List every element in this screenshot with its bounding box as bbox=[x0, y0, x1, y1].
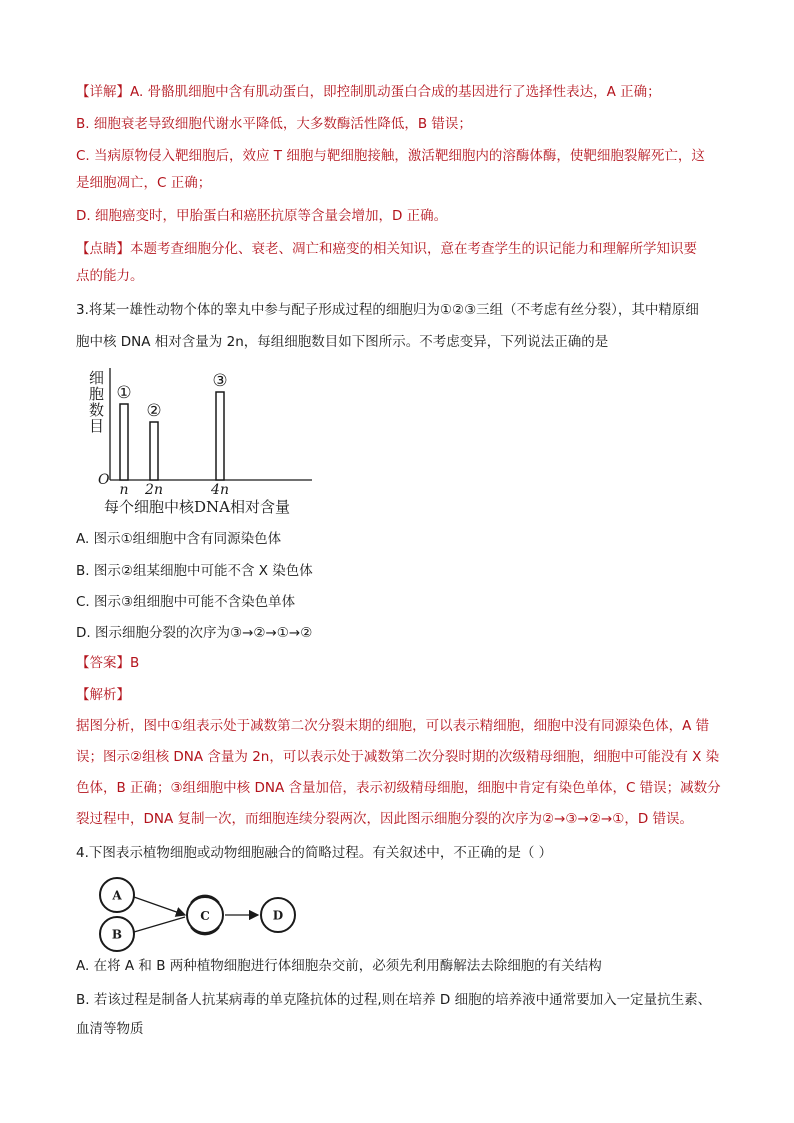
cell-d-label: D bbox=[272, 908, 284, 923]
arrow-a-to-c bbox=[134, 897, 185, 915]
q4-fusion-diagram bbox=[95, 873, 305, 955]
cell-c-label: C bbox=[200, 909, 210, 923]
q4-stem: 4.下图表示植物细胞或动物细胞融合的简略过程。有关叙述中，不正确的是（ ） bbox=[76, 845, 553, 861]
cell-b bbox=[100, 917, 134, 951]
q4-option-b-line1: B. 若该过程是制备人抗某病毒的单克隆抗体的过程,则在培养 D 细胞的培养液中通常要加入一定量抗生素、 bbox=[76, 992, 712, 1008]
detail-tag: 【详解】 bbox=[76, 84, 130, 100]
detail-line3: C. 当病原物侵入靶细胞后，效应 T 细胞与靶细胞接触，激活靶细胞内的溶酶体酶，使靶细胞裂解死亡，这 bbox=[76, 148, 705, 164]
bar-label-2: ② bbox=[146, 401, 162, 421]
q3-stem-line1: 3.将某一雄性动物个体的睾丸中参与配子形成过程的细胞归为①②③三组（不考虑有丝分裂），其中精原细 bbox=[76, 302, 699, 318]
q3-bar-chart bbox=[80, 360, 320, 520]
detail-line5: D. 细胞癌变时，甲胎蛋白和癌胚抗原等含量会增加，D 正确。 bbox=[76, 208, 448, 224]
comment-text: 本题考查细胞分化、衰老、凋亡和癌变的相关知识，意在考查学生的识记能力和理解所学知识要 bbox=[130, 241, 697, 257]
analysis-tag: 【解析】 bbox=[76, 687, 130, 703]
x-axis-label: 每个细胞中核DNA相对含量 bbox=[104, 498, 290, 516]
q3-option-d: D. 图示细胞分裂的次序为③→②→①→② bbox=[76, 625, 313, 641]
analysis-line3: 色体，B 正确；③组细胞中核 DNA 含量加倍，表示初级精母细胞，细胞中肯定有染色单体，C 错误；减数分 bbox=[76, 780, 721, 796]
q3-option-c: C. 图示③组细胞中可能不含染色单体 bbox=[76, 594, 296, 610]
bar-2 bbox=[150, 422, 158, 480]
comment-line2: 点的能力。 bbox=[76, 268, 144, 284]
y-axis-label: 细胞数目 bbox=[87, 370, 105, 434]
cell-b-label: B bbox=[111, 927, 123, 942]
x-tick-1: n bbox=[119, 482, 129, 498]
arrow-b-to-c bbox=[134, 917, 185, 932]
answer-value: B bbox=[130, 655, 140, 671]
origin-label: O bbox=[98, 472, 110, 488]
cell-c-fused bbox=[187, 896, 223, 935]
cell-a bbox=[100, 878, 134, 912]
cell-d bbox=[261, 898, 295, 932]
q3-option-a: A. 图示①组细胞中含有同源染色体 bbox=[76, 531, 282, 547]
q3-answer bbox=[76, 653, 139, 673]
q4-option-b-line2: 血清等物质 bbox=[76, 1021, 144, 1037]
detail-text: A. 骨骼肌细胞中含有肌动蛋白，即控制肌动蛋白合成的基因进行了选择性表达，A 正确； bbox=[130, 84, 661, 100]
q4-option-a: A. 在将 A 和 B 两种植物细胞进行体细胞杂交前，必须先利用酶解法去除细胞的有关结构 bbox=[76, 958, 602, 974]
comment-tag: 【点睛】 bbox=[76, 241, 130, 257]
q3-option-b: B. 图示②组某细胞中可能不含 X 染色体 bbox=[76, 563, 313, 579]
detail-line2: B. 细胞衰老导致细胞代谢水平降低，大多数酶活性降低，B 错误； bbox=[76, 116, 472, 132]
analysis-line4: 裂过程中，DNA 复制一次，而细胞连续分裂两次，因此图示细胞分裂的次序为②→③→②→①，D 错误。 bbox=[76, 811, 694, 827]
bar-label-1: ① bbox=[116, 383, 132, 403]
comment-line1 bbox=[76, 239, 697, 259]
cell-a-label: A bbox=[112, 888, 122, 903]
bar-3 bbox=[216, 392, 224, 480]
analysis-line2: 误；图示②组核 DNA 含量为 2n，可以表示处于减数第二次分裂时期的次级精母细胞，细胞中可能没有 X 染 bbox=[76, 749, 720, 765]
detail-line4: 是细胞凋亡，C 正确； bbox=[76, 175, 212, 191]
x-tick-2: 2n bbox=[145, 482, 163, 498]
q3-stem-line2: 胞中核 DNA 相对含量为 2n，每组细胞数目如下图所示。不考虑变异，下列说法正确的是 bbox=[76, 334, 609, 350]
detail-paragraph-line1 bbox=[76, 82, 661, 102]
analysis-line1: 据图分析，图中①组表示处于减数第二次分裂末期的细胞，可以表示精细胞，细胞中没有同源染色体，A 错 bbox=[76, 718, 710, 734]
answer-tag: 【答案】 bbox=[76, 655, 130, 671]
bar-label-3: ③ bbox=[212, 371, 228, 391]
x-tick-3: 4n bbox=[211, 482, 229, 498]
bar-1 bbox=[120, 404, 128, 480]
